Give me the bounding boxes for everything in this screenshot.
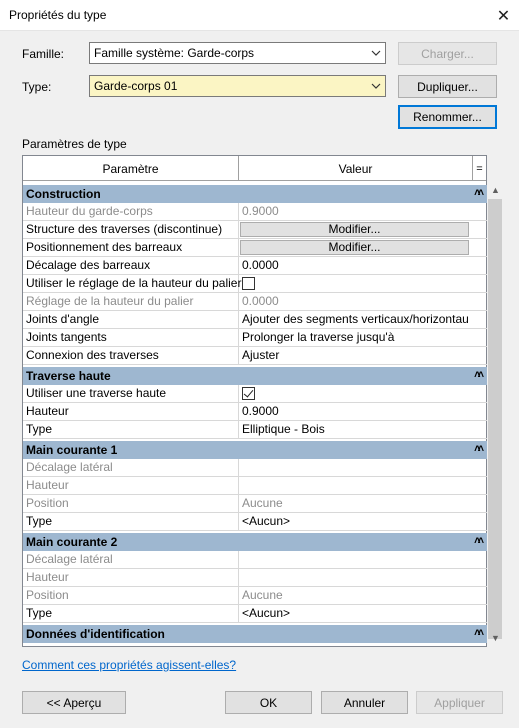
property-name: Joints tangents <box>23 329 239 346</box>
type-value: Garde-corps 01 <box>94 79 178 93</box>
collapse-chevron-icon[interactable]: ˄˄ <box>474 187 481 199</box>
chevron-down-icon <box>371 80 381 92</box>
property-row[interactable] <box>23 239 487 257</box>
property-value <box>239 459 470 476</box>
column-header-parametre[interactable]: Paramètre <box>23 156 239 181</box>
charger-button[interactable]: Charger... <box>398 42 497 65</box>
property-name: Structure des traverses (discontinue) <box>23 221 239 238</box>
properties-grid[interactable] <box>22 155 500 647</box>
famille-dropdown[interactable] <box>89 42 386 64</box>
property-name: Joints d'angle <box>23 311 239 328</box>
property-row[interactable] <box>23 293 487 311</box>
group-header[interactable] <box>23 441 487 459</box>
checkbox[interactable] <box>242 387 255 400</box>
property-value[interactable]: Ajouter des segments verticaux/horizontau <box>242 312 469 326</box>
property-name: Décalage latéral <box>23 551 239 568</box>
property-row[interactable] <box>23 569 487 587</box>
renommer-button[interactable]: Renommer... <box>398 105 497 129</box>
scroll-up-icon[interactable]: ▲ <box>491 184 500 195</box>
annuler-button[interactable]: Annuler <box>321 691 408 714</box>
property-name: Position <box>23 495 239 512</box>
property-name: Réglage de la hauteur du palier <box>23 293 239 310</box>
modifier-button[interactable]: Modifier... <box>240 222 469 237</box>
property-row[interactable] <box>23 347 487 365</box>
property-value[interactable]: Ajuster <box>242 348 280 362</box>
property-row[interactable] <box>23 329 487 347</box>
checkbox[interactable] <box>242 277 255 290</box>
property-row[interactable] <box>23 385 487 403</box>
column-header-formula[interactable]: = <box>476 162 483 175</box>
column-header-valeur[interactable]: Valeur <box>239 156 473 181</box>
property-name: Connexion des traverses <box>23 347 239 364</box>
property-name: Type <box>23 421 239 438</box>
modifier-button[interactable]: Modifier... <box>240 240 469 255</box>
property-name: Hauteur du garde-corps <box>23 203 239 220</box>
property-name: Décalage des barreaux <box>23 257 239 274</box>
property-name: Position <box>23 587 239 604</box>
collapse-chevron-icon[interactable]: ˄˄ <box>474 369 481 381</box>
property-value[interactable] <box>239 239 470 256</box>
group-name: Traverse haute <box>26 369 111 383</box>
appliquer-button[interactable]: Appliquer <box>416 691 503 714</box>
property-row[interactable] <box>23 495 487 513</box>
property-row[interactable] <box>23 477 487 495</box>
property-value <box>239 569 470 586</box>
scroll-thumb[interactable] <box>488 199 502 639</box>
property-name: Décalage latéral <box>23 459 239 476</box>
property-row[interactable] <box>23 275 487 293</box>
property-value[interactable]: <Aucun> <box>242 606 291 620</box>
property-name: Type <box>23 513 239 530</box>
famille-label: Famille: <box>22 47 65 61</box>
property-value[interactable]: Prolonger la traverse jusqu'à <box>242 330 395 344</box>
property-row[interactable] <box>23 513 487 531</box>
property-row[interactable] <box>23 459 487 477</box>
property-value[interactable] <box>239 221 470 238</box>
property-value: Aucune <box>242 588 283 602</box>
property-value: 0.9000 <box>242 204 279 218</box>
property-row[interactable] <box>23 257 487 275</box>
grid-header <box>23 156 486 181</box>
property-value[interactable] <box>239 385 470 402</box>
collapse-chevron-icon[interactable]: ˄˄ <box>474 535 481 547</box>
property-row[interactable] <box>23 421 487 439</box>
property-name: Utiliser une traverse haute <box>23 385 239 402</box>
property-name: Type <box>23 605 239 622</box>
property-value <box>239 551 470 568</box>
type-label: Type: <box>22 80 52 94</box>
group-name: Main courante 2 <box>26 535 118 549</box>
property-value: Aucune <box>242 496 283 510</box>
property-value[interactable]: 0.9000 <box>242 404 279 418</box>
collapse-chevron-icon[interactable]: ˄˄ <box>474 627 481 639</box>
famille-value: Famille système: Garde-corps <box>94 46 255 60</box>
property-name: Hauteur <box>23 569 239 586</box>
group-header[interactable] <box>23 533 487 551</box>
property-value[interactable]: <Aucun> <box>242 514 291 528</box>
property-value[interactable]: Elliptique - Bois <box>242 422 325 436</box>
property-name: Positionnement des barreaux <box>23 239 239 256</box>
property-value[interactable]: 0.0000 <box>242 258 279 272</box>
window-title: Propriétés du type <box>9 8 107 22</box>
property-row[interactable] <box>23 403 487 421</box>
group-name: Données d'identification <box>26 627 165 641</box>
property-value <box>239 477 470 494</box>
ok-button[interactable]: OK <box>225 691 312 714</box>
help-link[interactable]: Comment ces propriétés agissent-elles? <box>22 658 237 672</box>
property-row[interactable] <box>23 605 487 623</box>
vertical-scrollbar[interactable] <box>487 181 504 646</box>
dupliquer-button[interactable]: Dupliquer... <box>398 75 497 98</box>
property-row[interactable] <box>23 311 487 329</box>
close-icon[interactable]: ✕ <box>496 7 511 25</box>
group-header[interactable] <box>23 185 487 203</box>
group-name: Construction <box>26 187 101 201</box>
grid-rows <box>23 183 487 643</box>
property-row[interactable] <box>23 203 487 221</box>
type-dropdown[interactable] <box>89 75 386 97</box>
group-header[interactable] <box>23 367 487 385</box>
property-value[interactable] <box>239 275 470 292</box>
scroll-down-icon[interactable]: ▼ <box>491 632 500 643</box>
section-label: Paramètres de type <box>22 137 127 151</box>
apercu-button[interactable]: << Aperçu <box>22 691 126 714</box>
group-name: Main courante 1 <box>26 443 118 457</box>
title-bar <box>0 0 519 31</box>
collapse-chevron-icon[interactable]: ˄˄ <box>474 443 481 455</box>
property-row[interactable] <box>23 587 487 605</box>
chevron-down-icon <box>371 47 381 59</box>
property-name: Utiliser le réglage de la hauteur du palier <box>23 275 239 292</box>
property-row[interactable] <box>23 221 487 239</box>
property-row[interactable] <box>23 551 487 569</box>
property-name: Hauteur <box>23 403 239 420</box>
property-name: Hauteur <box>23 477 239 494</box>
property-value: 0.0000 <box>242 294 279 308</box>
group-header[interactable] <box>23 625 487 643</box>
